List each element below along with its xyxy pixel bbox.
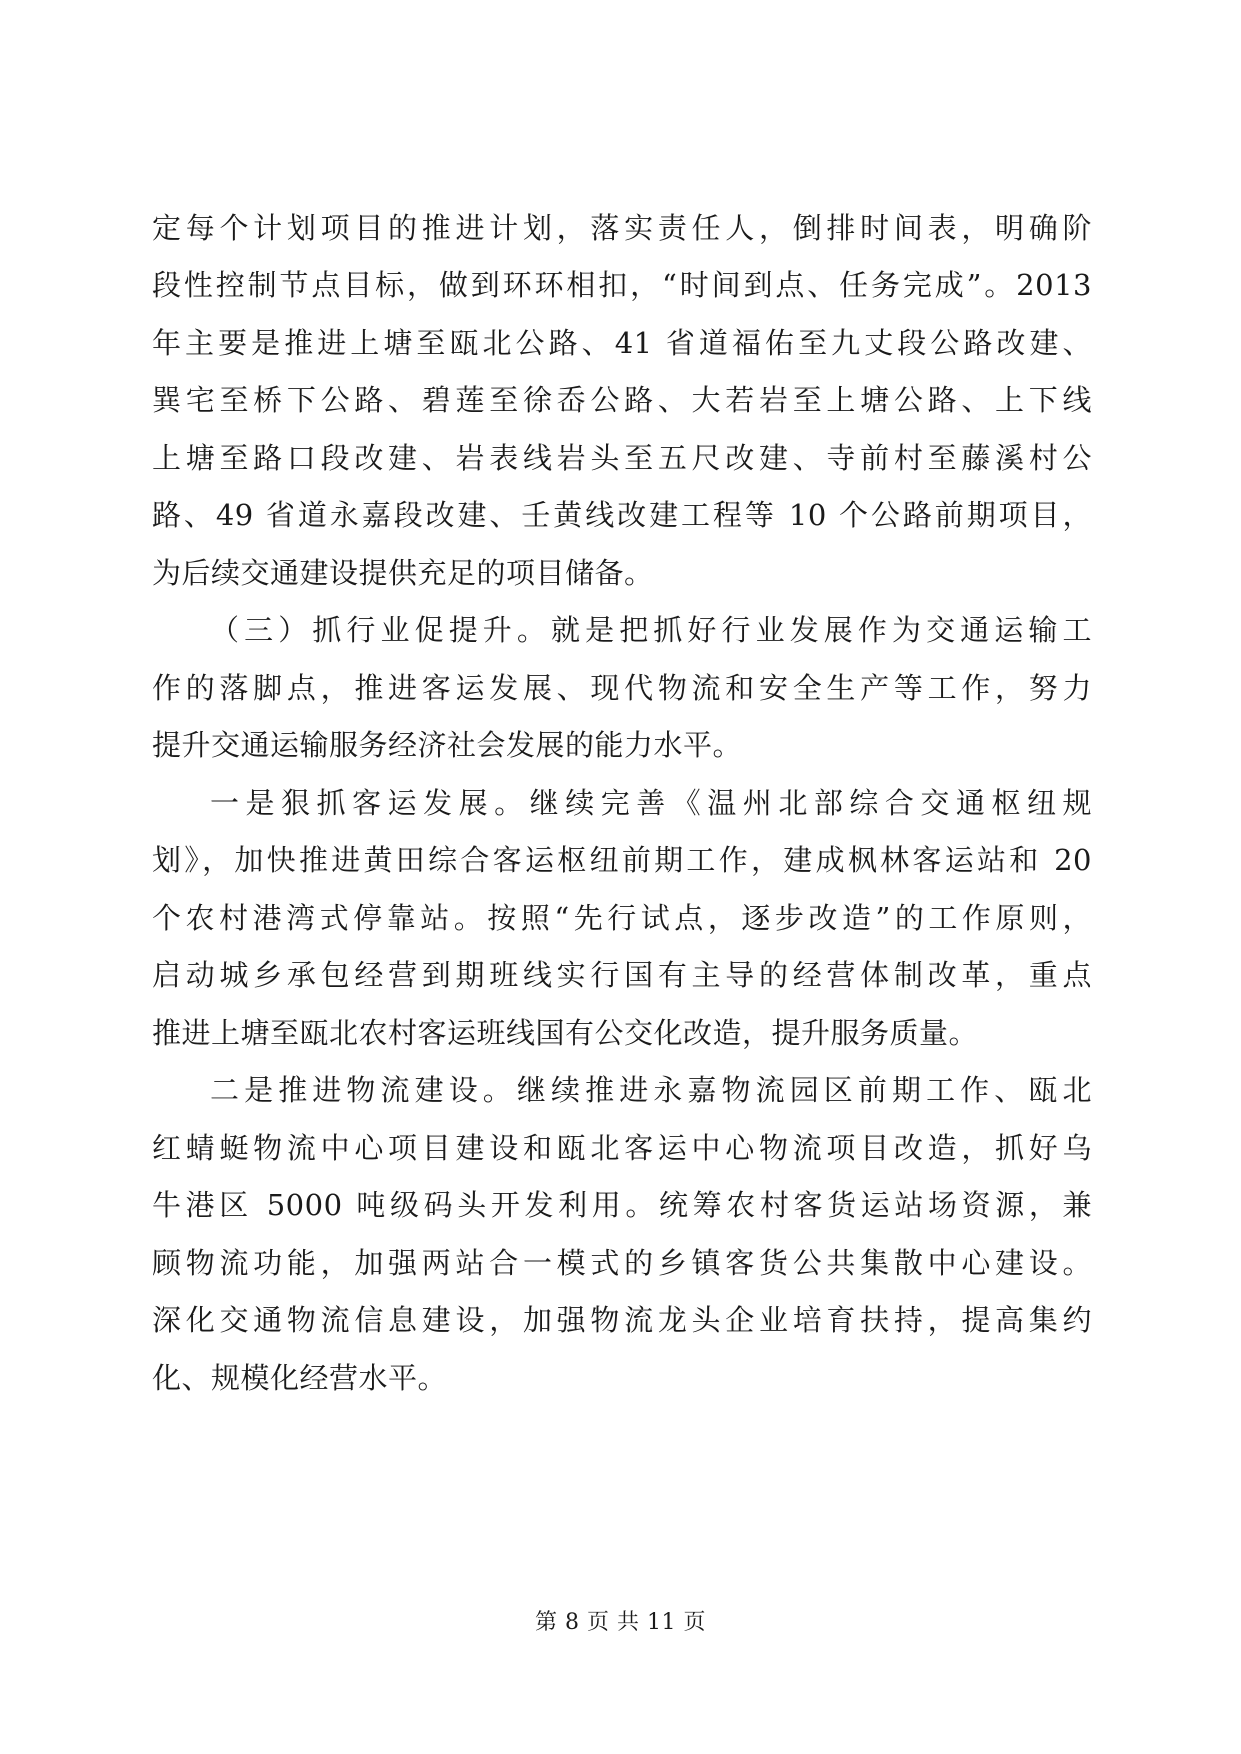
- paragraph-line: 化、规模化经营水平。: [152, 1361, 448, 1395]
- paragraph-line: 提升交通运输服务经济社会发展的能力水平。: [152, 728, 743, 762]
- paragraph-line: 巽宅至桥下公路、碧莲至徐岙公路、大若岩至上塘公路、上下线: [152, 383, 1092, 417]
- paragraph-line: 定每个计划项目的推进计划，落实责任人，倒排时间表，明确阶: [152, 211, 1092, 245]
- paragraph-line: 路、49 省道永嘉段改建、壬黄线改建工程等 10 个公路前期项目，: [152, 498, 1092, 532]
- paragraph-line: 年主要是推进上塘至瓯北公路、41 省道福佑至九丈段公路改建、: [152, 326, 1092, 360]
- paragraph-line: 段性控制节点目标，做到环环相扣，“时间到点、任务完成”。2013: [152, 268, 1092, 302]
- paragraph-line: 一是狠抓客运发展。继续完善《温州北部综合交通枢纽规: [210, 786, 1092, 820]
- paragraph-line: 深化交通物流信息建设，加强物流龙头企业培育扶持，提高集约: [152, 1303, 1092, 1337]
- paragraph-line: 为后续交通建设提供充足的项目储备。: [152, 556, 654, 590]
- paragraph-line: 顾物流功能，加强两站合一模式的乡镇客货公共集散中心建设。: [152, 1246, 1092, 1280]
- paragraph-line: 划》，加快推进黄田综合客运枢纽前期工作，建成枫林客运站和 20: [152, 843, 1092, 877]
- paragraph-line: 个农村港湾式停靠站。按照“先行试点，逐步改造”的工作原则，: [152, 901, 1092, 935]
- paragraph-line: 作的落脚点，推进客运发展、现代物流和安全生产等工作，努力: [152, 671, 1092, 705]
- paragraph-line: 二是推进物流建设。继续推进永嘉物流园区前期工作、瓯北: [210, 1073, 1092, 1107]
- paragraph-line: （三）抓行业促提升。就是把抓好行业发展作为交通运输工: [210, 613, 1092, 647]
- paragraph-line: 推进上塘至瓯北农村客运班线国有公交化改造，提升服务质量。: [152, 1016, 979, 1050]
- paragraph-line: 牛港区 5000 吨级码头开发利用。统筹农村客货运站场资源，兼: [152, 1188, 1092, 1222]
- paragraph-line: 启动城乡承包经营到期班线实行国有主导的经营体制改革，重点: [152, 958, 1092, 992]
- page-footer: 第 8 页 共 11 页: [535, 1610, 706, 1635]
- paragraph-line: 上塘至路口段改建、岩表线岩头至五尺改建、寺前村至藤溪村公: [152, 441, 1092, 475]
- paragraph-line: 红蜻蜓物流中心项目建设和瓯北客运中心物流项目改造，抓好乌: [152, 1131, 1092, 1165]
